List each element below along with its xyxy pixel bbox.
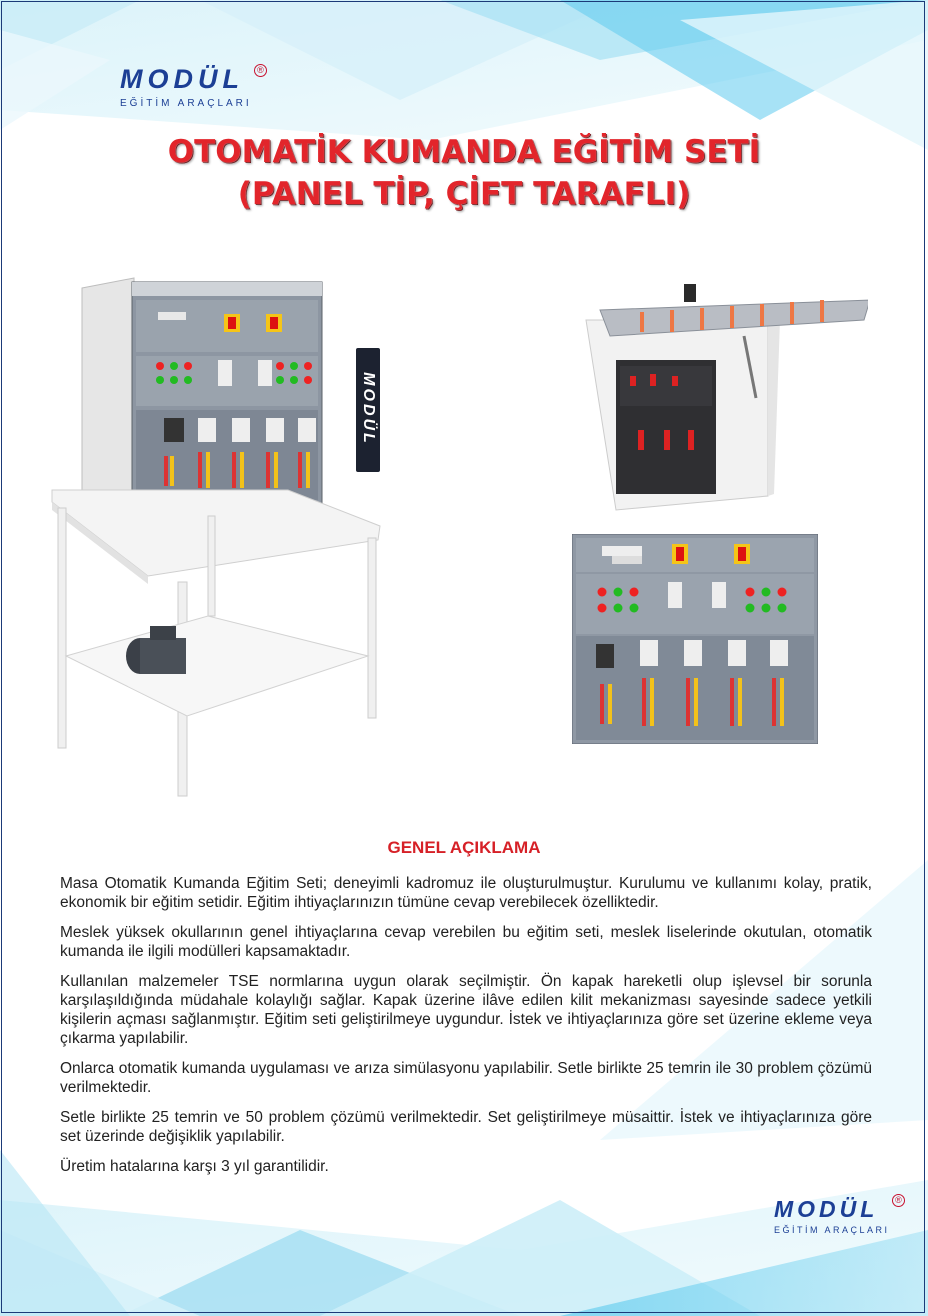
sticker-logo-word: MODÜL — [360, 372, 377, 446]
logo-subtitle: EĞİTİM ARAÇLARI — [774, 1225, 890, 1235]
registered-mark: ® — [254, 64, 267, 77]
page-title-line1: OTOMATİK KUMANDA EĞİTİM SETİ — [167, 134, 761, 170]
description-paragraph: Setle birlikte 25 temrin ve 50 problem çözümü verilmektedir. Set geliştirilmeye müsaittir. İstek ve ihtiyaçlarınıza göre set üzerinde değişiklik yapılabilir. — [60, 1109, 872, 1145]
logo-word: MODÜL — [120, 64, 244, 94]
page-title-line2: (PANEL TİP, ÇİFT TARAFLI) — [237, 176, 691, 212]
section-heading: GENEL AÇIKLAMA — [387, 838, 541, 857]
logo-word: MODÜL — [774, 1196, 879, 1222]
description-paragraph: Üretim hatalarına karşı 3 yıl garantilidir. — [60, 1158, 329, 1175]
vertical-logo-sticker — [356, 348, 380, 472]
logo-subtitle: EĞİTİM ARAÇLARI — [120, 98, 252, 109]
brand-logo-bottom — [774, 1196, 914, 1244]
open-panel-photo — [580, 280, 868, 512]
training-bench-photo — [48, 276, 388, 798]
brand-logo-top — [120, 64, 270, 114]
description-paragraph: Kullanılan malzemeler TSE normlarına uygun olarak seçilmiştir. Ön kapak hareketli olup işlevsel bir sorunla karşılaşıldığında müdahale kolaylığı sağlar. Kapak üzerine ilâve edilen kilit mekanizması sayesinde sadece yetkili kişilerin açması sağlanmıştır. Eğitim seti geliştirilmeye uygundur. İstek ve ihtiyaçlarınıza göre set üzerine ekleme veya çıkarma yapılabilir. — [60, 973, 872, 1047]
description-paragraph: Onlarca otomatik kumanda uygulaması ve arıza simülasyonu yapılabilir. Setle birlikte 25 temrin ile 30 problem çözümü verilmektedir. — [60, 1060, 872, 1096]
description-paragraph: Meslek yüksek okullarının genel ihtiyaçlarına cevap verebilen bu eğitim seti, meslek liselerinde okutulan, otomatik kumanda ile ilgili modülleri kapsamaktadır. — [60, 924, 872, 960]
registered-mark: ® — [892, 1194, 905, 1207]
description-paragraph: Masa Otomatik Kumanda Eğitim Seti; deneyimli kadromuz ile oluşturulmuştur. Kurulumu ve kullanımı kolay, pratik, ekonomik bir eğitim setidir. Eğitim ihtiyaçlarınızın tümüne cevap verebilecek özelliktedir. — [60, 875, 872, 911]
front-panel-photo — [572, 534, 818, 744]
description-body — [60, 874, 872, 1187]
